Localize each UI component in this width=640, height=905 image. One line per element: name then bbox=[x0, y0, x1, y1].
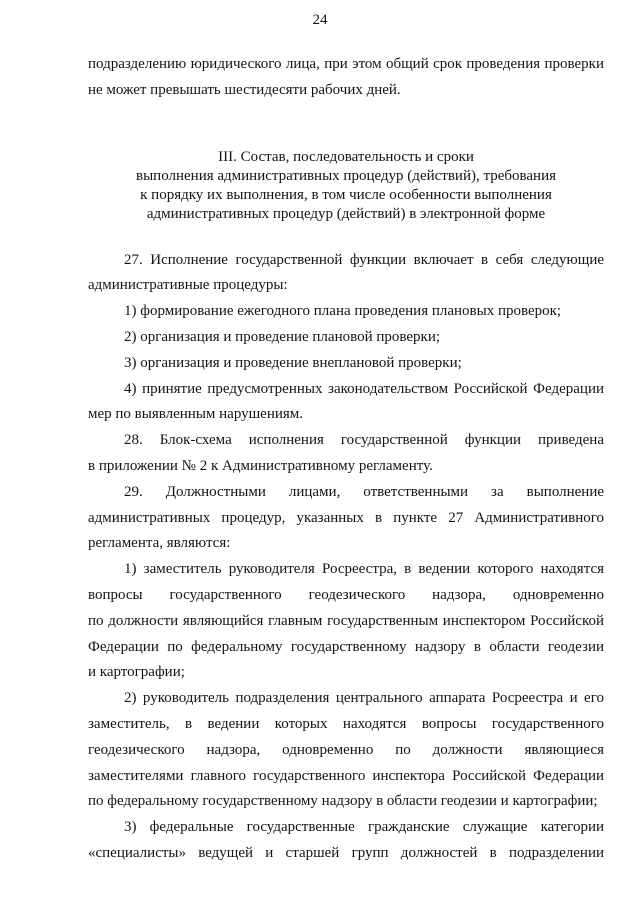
heading-line-2: выполнения административных процедур (действий), требования bbox=[136, 167, 556, 184]
p29-2-line-1: 2) руководитель подразделения центрального аппарата Росреестра и его bbox=[124, 690, 604, 707]
list-item bbox=[88, 351, 604, 377]
list-item bbox=[88, 377, 604, 429]
p28-line-2: в приложении № 2 к Административному регламенту. bbox=[88, 457, 433, 474]
paragraph-29-2 bbox=[88, 686, 604, 815]
item-3: 3) организация и проведение внеплановой проверки; bbox=[124, 354, 462, 371]
document-body bbox=[88, 52, 604, 867]
p29-line-2: административных процедур, указанных в пункте 27 Административного bbox=[88, 509, 604, 526]
heading-line-1: III. Состав, последовательность и сроки bbox=[218, 148, 474, 165]
paragraph-27 bbox=[88, 248, 604, 300]
item-2: 2) организация и проведение плановой проверки; bbox=[124, 328, 441, 345]
p29-3-line-1: 3) федеральные государственные гражданские служащие категории bbox=[124, 819, 604, 836]
p29-2-line-3: геодезического надзора, одновременно по должности являющиеся bbox=[88, 741, 604, 758]
p27-line-1: 27. Исполнение государственной функции включает в себя следующие bbox=[124, 251, 604, 268]
p29-1-line-4: Федерации по федеральному государственному надзору в области геодезии bbox=[88, 638, 604, 655]
p29-2-line-5: по федеральному государственному надзору в области геодезии и картографии; bbox=[88, 793, 598, 810]
p27-line-2: административные процедуры: bbox=[88, 277, 288, 294]
p29-2-line-2: заместитель, в ведении которых находятся вопросы государственного bbox=[88, 715, 604, 732]
p29-1-line-3: по должности являющийся главным государственным инспектором Российской bbox=[88, 612, 604, 629]
paragraph-28 bbox=[88, 428, 604, 480]
p29-2-line-4: заместителями главного государственного инспектора Российской Федерации bbox=[88, 767, 604, 784]
list-item bbox=[88, 299, 604, 325]
p29-1-line-5: и картографии; bbox=[88, 664, 185, 681]
p29-line-3: регламента, являются: bbox=[88, 535, 231, 552]
list-item bbox=[88, 325, 604, 351]
item-4-line-2: мер по выявленным нарушениям. bbox=[88, 406, 304, 423]
page-number: 24 bbox=[312, 12, 328, 28]
intro-line-2: не может превышать шестидесяти рабочих дней. bbox=[88, 81, 401, 98]
paragraph-29-3 bbox=[88, 815, 604, 867]
paragraph-29-1 bbox=[88, 557, 604, 686]
p29-3-line-2: «специалисты» ведущей и старшей групп должностей в подразделении bbox=[88, 844, 604, 861]
section-heading bbox=[88, 148, 604, 224]
heading-line-3: к порядку их выполнения, в том числе особенности выполнения bbox=[140, 186, 552, 203]
p29-1-line-1: 1) заместитель руководителя Росреестра, в ведении которого находятся bbox=[124, 561, 604, 578]
intro-paragraph bbox=[88, 52, 604, 104]
paragraph-29 bbox=[88, 480, 604, 557]
p29-1-line-2: вопросы государственного геодезического надзора, одновременно bbox=[88, 586, 604, 603]
p29-line-1: 29. Должностными лицами, ответственными за выполнение bbox=[124, 483, 604, 500]
item-4-line-1: 4) принятие предусмотренных законодательством Российской Федерации bbox=[124, 380, 604, 397]
p28-line-1: 28. Блок-схема исполнения государственной функции приведена bbox=[124, 432, 604, 449]
heading-line-4: административных процедур (действий) в электронной форме bbox=[146, 205, 546, 222]
intro-line-1: подразделению юридического лица, при этом общий срок проведения проверки bbox=[88, 56, 604, 72]
item-1: 1) формирование ежегодного плана проведения плановых проверок; bbox=[124, 303, 562, 320]
